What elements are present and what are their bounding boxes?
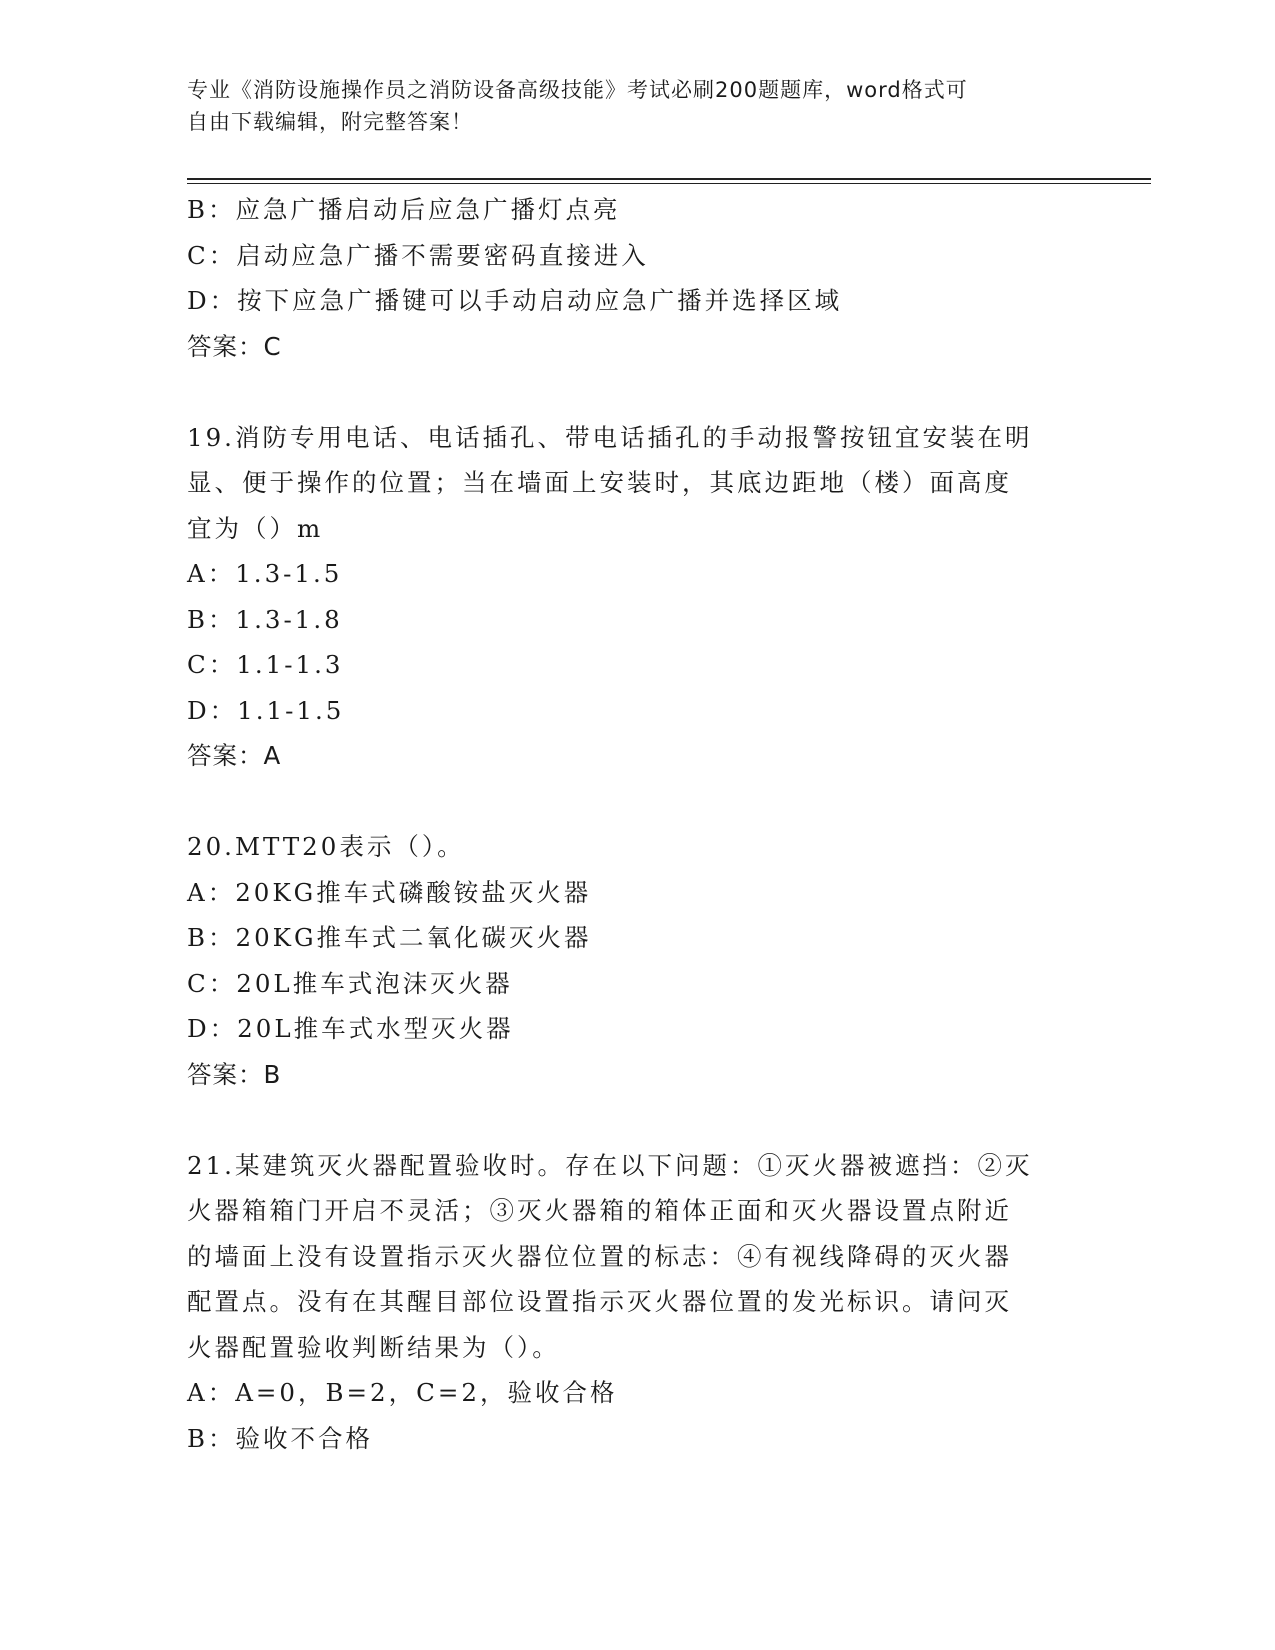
question-stem-line: 显、便于操作的位置；当在墙面上安装时，其底边距地（楼）面高度	[187, 468, 1012, 497]
spacer	[187, 779, 1067, 825]
option-a: A：A=0，B=2，C=2，验收合格	[187, 1378, 618, 1407]
spacer	[187, 369, 1067, 415]
option-b: B：验收不合格	[187, 1423, 374, 1453]
option-c: C：1.1-1.3	[187, 650, 344, 679]
option-d: D：1.1-1.5	[187, 695, 345, 725]
answer: 答案：A	[187, 741, 282, 770]
question-21	[187, 1143, 1067, 1462]
question-stem-line: 20.MTT20表示（）。	[187, 832, 465, 861]
question-stem-line: 配置点。没有在其醒目部位设置指示灭火器位置的发光标识。请问灭	[187, 1287, 1012, 1316]
document-body	[187, 187, 1067, 1461]
question-stem-line: 21.某建筑灭火器配置验收时。存在以下问题：①灭火器被遮挡：②灭	[187, 1150, 1033, 1180]
option-b: B：1.3-1.8	[187, 604, 343, 634]
header-line-1: 专业《消防设施操作员之消防设备高级技能》考试必刷200题题库，word格式可	[187, 78, 968, 102]
option-d: D：20L推车式水型灭火器	[187, 1014, 514, 1043]
question-stem-line: 火器配置验收判断结果为（）。	[187, 1332, 560, 1362]
option-a: A：1.3-1.5	[187, 559, 343, 588]
header-divider-thick	[187, 178, 1151, 180]
option-a: A：20KG推车式磷酸铵盐灭火器	[187, 877, 592, 907]
header-line-2: 自由下载编辑，附完整答案！	[187, 110, 473, 134]
option-d: D：按下应急广播键可以手动启动应急广播并选择区域	[187, 286, 843, 315]
question-19	[187, 415, 1067, 779]
question-18-tail	[187, 187, 1067, 369]
spacer	[187, 1097, 1067, 1143]
question-20	[187, 824, 1067, 1097]
option-c: C：20L推车式泡沫灭火器	[187, 968, 513, 998]
option-b: B：20KG推车式二氧化碳灭火器	[187, 923, 592, 952]
answer: 答案：C	[187, 331, 282, 361]
document-header	[187, 74, 1067, 138]
option-c: C：启动应急广播不需要密码直接进入	[187, 240, 649, 270]
question-stem-line: 19.消防专用电话、电话插孔、带电话插孔的手动报警按钮宜安装在明	[187, 422, 1033, 452]
question-stem-line: 宜为（）m	[187, 513, 324, 543]
question-stem-line: 的墙面上没有设置指示灭火器位位置的标志：④有视线降碍的灭火器	[187, 1241, 1012, 1271]
question-stem-line: 火器箱箱门开启不灵活；③灭火器箱的箱体正面和灭火器设置点附近	[187, 1196, 1012, 1225]
header-divider-thin	[187, 183, 1151, 184]
answer: 答案：B	[187, 1059, 282, 1089]
option-b: B：应急广播启动后应急广播灯点亮	[187, 195, 621, 224]
